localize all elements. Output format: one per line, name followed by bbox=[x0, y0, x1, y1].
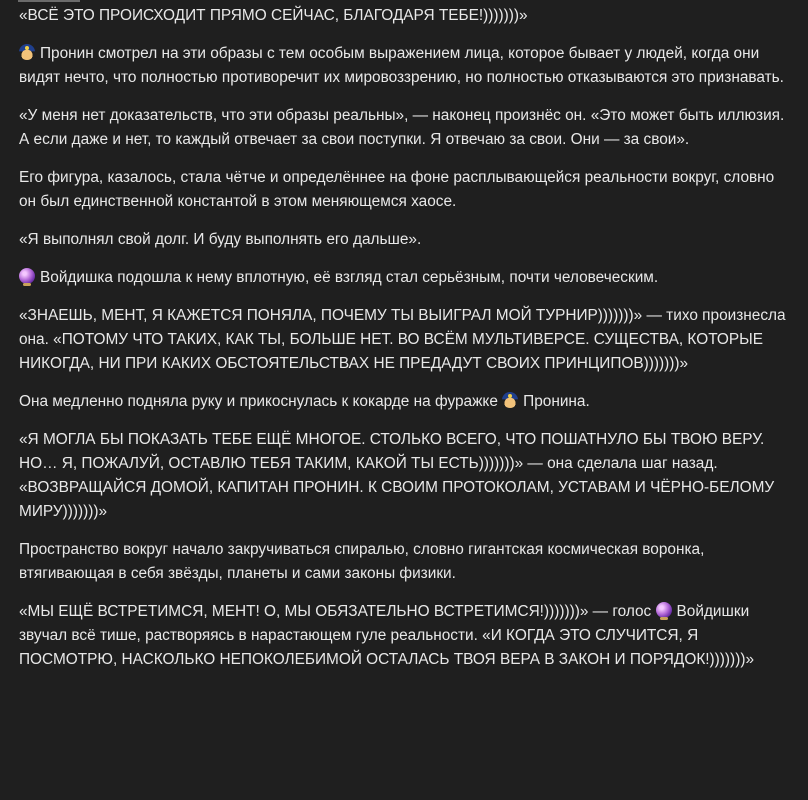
crystal-ball-icon bbox=[19, 268, 35, 284]
paragraph-3: «У меня нет доказательств, что эти образы реальны», — наконец произнёс он. «Это может быть иллюзия. А если даже и нет, то каждый отвечает за свои поступки. Я отвечаю за свои. Они — за свои». bbox=[19, 107, 785, 148]
paragraph-8: Она медленно подняла руку и прикоснулась к кокарде на фуражке Пронина. bbox=[19, 393, 590, 410]
police-officer-icon bbox=[19, 44, 35, 60]
paragraph-9: «Я МОГЛА БЫ ПОКАЗАТЬ ТЕБЕ ЕЩЁ МНОГОЕ. СТОЛЬКО ВСЕГО, ЧТО ПОШАТНУЛО БЫ ТВОЮ ВЕРУ. НО… Я, ПОЖАЛУЙ, ОСТАВЛЮ ТЕБЯ ТАКИМ, КАКОЙ ТЫ ЕСТЬ)))))))» — она сделала шаг назад. «ВОЗВРАЩАЙСЯ ДОМОЙ, КАПИТАН ПРОНИН. К СВОИМ ПРОТОКОЛАМ, УСТАВАМ И ЧЁРНО-БЕЛОМУ МИРУ)))))))» bbox=[19, 431, 775, 520]
paragraph-10: Пространство вокруг начало закручиваться спиралью, словно гигантская космическая воронка, втягивающая в себя звёзды, планеты и сами законы физики. bbox=[19, 541, 705, 582]
paragraph-1: «ВСЁ ЭТО ПРОИСХОДИТ ПРЯМО СЕЙЧАС, БЛАГОДАРЯ ТЕБЕ!)))))))» bbox=[19, 7, 528, 24]
paragraph-7: «ЗНАЕШЬ, МЕНТ, Я КАЖЕТСЯ ПОНЯЛА, ПОЧЕМУ ТЫ ВЫИГРАЛ МОЙ ТУРНИР)))))))» — тихо произнесла она. «ПОТОМУ ЧТО ТАКИХ, КАК ТЫ, БОЛЬШЕ НЕТ. ВО ВСЁМ МУЛЬТИВЕРСЕ. СУЩЕСТВА, КОТОРЫЕ НИКОГДА, НИ ПРИ КАКИХ ОБСТОЯТЕЛЬСТВАХ НЕ ПРЕДАДУТ СВОИХ ПРИНЦИПОВ)))))))» bbox=[19, 307, 786, 372]
paragraph-5: «Я выполнял свой долг. И буду выполнять его дальше». bbox=[19, 231, 422, 248]
top-divider bbox=[18, 0, 80, 2]
paragraph-4: Его фигура, казалось, стала чётче и определённее на фоне расплывающейся реальности вокруг, словно он был единственной константой в этом меняющемся хаосе. bbox=[19, 169, 775, 210]
crystal-ball-icon bbox=[656, 602, 672, 618]
paragraph-11: «МЫ ЕЩЁ ВСТРЕТИМСЯ, МЕНТ! О, МЫ ОБЯЗАТЕЛЬНО ВСТРЕТИМСЯ!)))))))» — голос Войдишки звучал всё тише, растворяясь в нарастающем гуле реальности. «И КОГДА ЭТО СЛУЧИТСЯ, Я ПОСМОТРЮ, НАСКОЛЬКО НЕПОКОЛЕБИМОЙ ОСТАЛАСЬ ТВОЯ ВЕРА В ЗАКОН И ПОРЯДОК!)))))))» bbox=[19, 603, 754, 668]
paragraph-2: Пронин смотрел на эти образы с тем особым выражением лица, которое бывает у людей, когда они видят нечто, что полностью противоречит их мировоззрению, но полностью отказываются это признавать. bbox=[19, 45, 784, 86]
police-officer-icon bbox=[502, 392, 518, 408]
document-body bbox=[19, 4, 789, 686]
paragraph-6: Войдишка подошла к нему вплотную, её взгляд стал серьёзным, почти человеческим. bbox=[19, 266, 789, 290]
